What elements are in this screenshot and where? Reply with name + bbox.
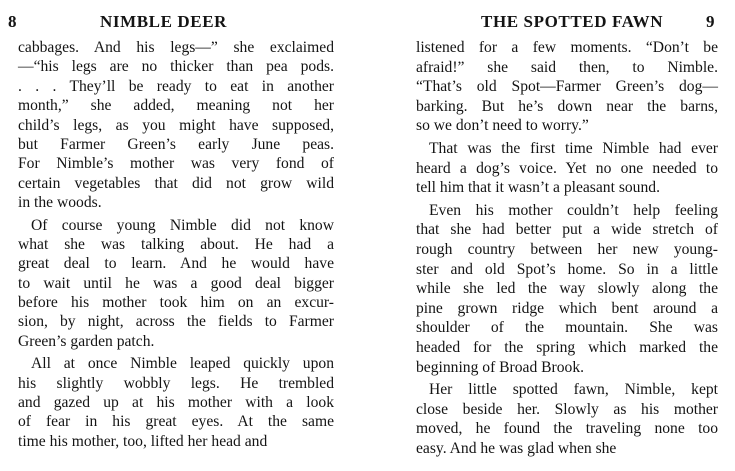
- text-line: of fear in his great eyes. At the same: [18, 413, 334, 431]
- text-line: that she had better put a wide stretch of: [416, 221, 718, 239]
- text-line: heard a dog’s voice. Yet no one needed to: [416, 159, 718, 177]
- body-text: [18, 38, 334, 451]
- paragraph: [18, 354, 334, 451]
- text-line: pine grown ridge which bent around a: [416, 299, 718, 317]
- text-line: —“his legs are no thicker than pea pods.: [18, 58, 334, 76]
- paragraph: [416, 139, 718, 198]
- text-line: while she led the way slowly along the: [416, 280, 718, 298]
- text-line: to wait until he was a good deal bigger: [18, 274, 334, 292]
- text-line: close beside her. Slowly as his mother: [416, 400, 718, 418]
- paragraph: [18, 38, 334, 213]
- text-line: beginning of Broad Brook.: [416, 358, 585, 376]
- text-line: All at once Nimble leaped quickly upon: [31, 355, 334, 373]
- text-line: great deal to learn. And he would have: [18, 255, 334, 273]
- text-line: For Nimble’s mother was very fond of: [18, 155, 334, 173]
- text-line: ster and old Spot’s home. So in a little: [416, 260, 718, 278]
- text-line: headed for the spring which marked the: [416, 338, 718, 356]
- text-line: sion, by night, across the fields to Farmer: [18, 313, 334, 331]
- text-line: “That’s old Spot—Farmer Green’s dog—: [416, 78, 718, 96]
- text-line: Of course young Nimble did not know: [31, 216, 334, 234]
- text-line: Green’s garden patch.: [18, 332, 155, 350]
- text-line: Even his mother couldn’t help feeling: [429, 201, 718, 219]
- text-line: before his mother took him on an excur-: [18, 294, 334, 312]
- body-text: [416, 38, 718, 458]
- text-line: easy. And he was glad when she: [416, 439, 617, 457]
- text-line: That was the first time Nimble had ever: [429, 139, 718, 157]
- page-number: 9: [706, 12, 716, 31]
- text-line: listened for a few moments. “Don’t be: [416, 39, 718, 56]
- text-line: and gazed up at his mother with a look: [18, 394, 334, 412]
- paragraph: [416, 38, 718, 136]
- paragraph: [18, 216, 334, 352]
- text-line: shoulder of the mountain. She was: [416, 319, 718, 337]
- page-number: 8: [8, 12, 18, 31]
- running-head: THE SPOTTED FAWN: [481, 12, 664, 31]
- text-line: tell him that it wasn’t a pleasant sound.: [416, 179, 660, 197]
- text-line: Her little spotted fawn, Nimble, kept: [429, 381, 718, 399]
- text-line: barking. But he’s down near the barns,: [416, 97, 718, 115]
- text-line: certain vegetables that did not grow wild: [18, 174, 334, 192]
- text-line: what she was talking about. He had a: [18, 235, 334, 253]
- text-line: time his mother, too, lifted her head and: [18, 432, 268, 450]
- text-line: moved, he found the traveling none too: [416, 420, 718, 438]
- text-line: . . . They’ll be ready to eat in another: [18, 77, 334, 95]
- text-line: but Farmer Green’s early June peas.: [18, 135, 334, 153]
- right-page: [368, 0, 735, 471]
- paragraph: [416, 201, 718, 377]
- text-line: child’s legs, as you might have supposed,: [18, 116, 334, 134]
- text-line: cabbages. And his legs—” she exclaimed: [18, 39, 334, 56]
- text-line: afraid!” she said then, to Nimble.: [416, 58, 718, 76]
- text-line: so we don’t need to worry.”: [416, 117, 589, 135]
- text-line: in the woods.: [18, 194, 102, 212]
- paragraph: [416, 380, 718, 458]
- text-line: rough country between her new young-: [416, 240, 718, 258]
- running-head: NIMBLE DEER: [100, 12, 228, 31]
- text-line: his slightly wobbly legs. He trembled: [18, 374, 334, 392]
- text-line: month,” she added, meaning not her: [18, 97, 334, 115]
